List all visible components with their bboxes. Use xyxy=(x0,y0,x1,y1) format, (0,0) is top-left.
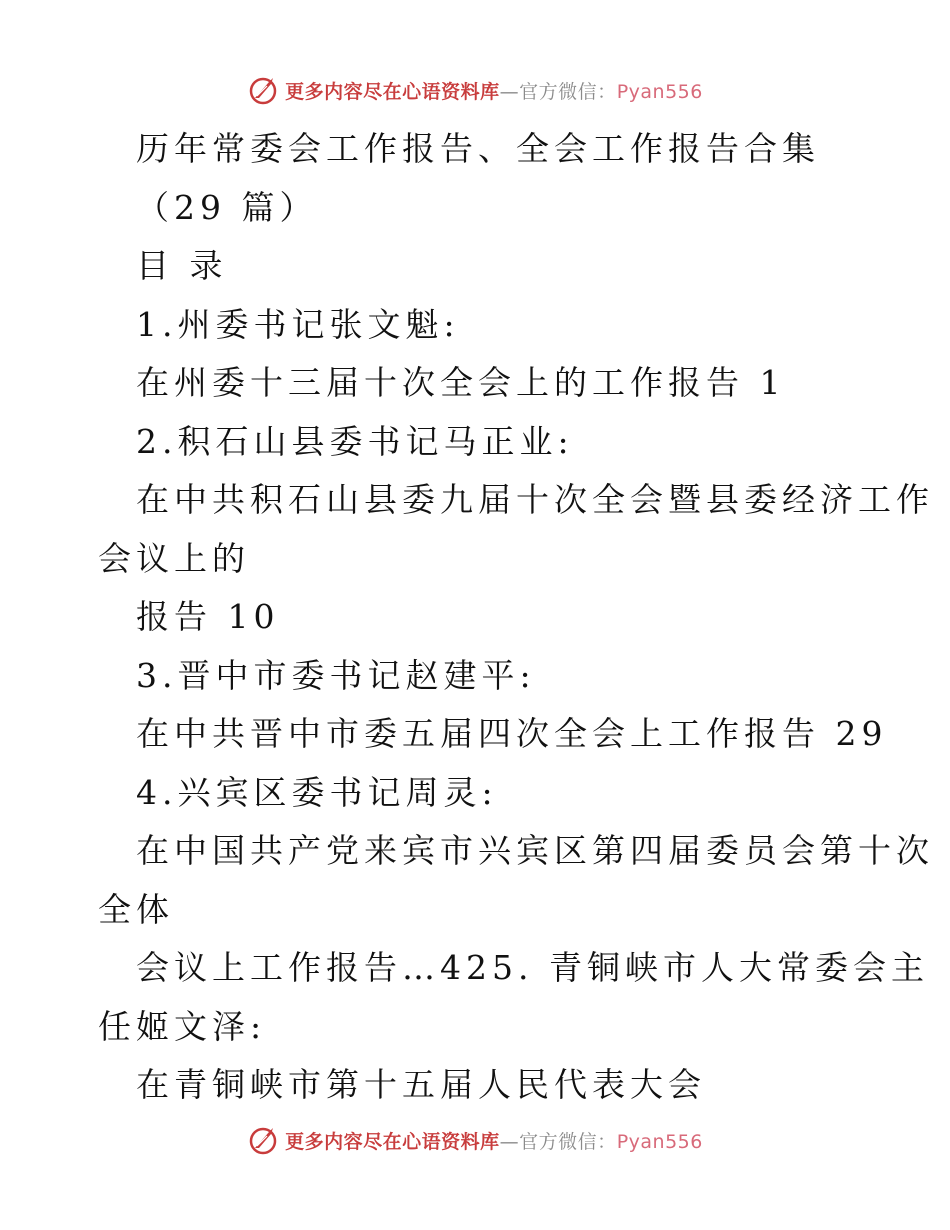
toc-entry-4-title: 在中国共产党来宾市兴宾区第四届委员会第十次 xyxy=(136,831,934,870)
document-subtitle-count: （29 篇） xyxy=(136,187,318,227)
watermark-dash: — xyxy=(499,80,520,103)
quill-logo-icon xyxy=(247,1124,279,1156)
toc-entry-4-author: 4.兴宾区委书记周灵: xyxy=(136,772,498,812)
watermark-account: Pyan556 xyxy=(616,80,703,103)
toc-entry-2-title-cont: 会议上的 xyxy=(98,538,250,578)
document-body xyxy=(98,120,934,1115)
watermark-text xyxy=(285,77,703,104)
toc-entry-4-page-and-5-author: 会议上工作报告…425. 青铜峡市人大常委会主 xyxy=(136,948,929,987)
header-watermark-banner xyxy=(0,68,950,112)
toc-entry-1-author: 1.州委书记张文魁: xyxy=(136,304,460,344)
watermark-dash: — xyxy=(499,1130,520,1153)
toc-entry-5-author-cont: 任姬文泽: xyxy=(98,1006,267,1046)
quill-logo-icon xyxy=(247,74,279,106)
watermark-text xyxy=(285,1127,703,1154)
toc-entry-3-title: 在中共晋中市委五届四次全会上工作报告 29 xyxy=(136,714,888,753)
watermark-account: Pyan556 xyxy=(616,1130,703,1153)
toc-entry-2-page: 报告 10 xyxy=(136,597,280,636)
watermark-wechat-label: 官方微信： xyxy=(519,1130,617,1153)
toc-entry-5-title: 在青铜峡市第十五届人民代表大会 xyxy=(136,1065,706,1104)
footer-watermark-banner xyxy=(0,1118,950,1162)
watermark-site-name: 更多内容尽在心语资料库 xyxy=(285,80,500,103)
document-title: 历年常委会工作报告、全会工作报告合集 xyxy=(136,129,820,168)
toc-entry-4-title-cont: 全体 xyxy=(98,889,174,929)
watermark-site-name: 更多内容尽在心语资料库 xyxy=(285,1130,500,1153)
toc-heading: 目 录 xyxy=(136,246,228,285)
toc-entry-1-title: 在州委十三届十次全会上的工作报告 1 xyxy=(136,363,786,402)
watermark-wechat-label: 官方微信： xyxy=(519,80,617,103)
toc-entry-2-title: 在中共积石山县委九届十次全会暨县委经济工作 xyxy=(136,480,934,519)
toc-entry-2-author: 2.积石山县委书记马正业: xyxy=(136,421,574,461)
toc-entry-3-author: 3.晋中市委书记赵建平: xyxy=(136,655,536,695)
